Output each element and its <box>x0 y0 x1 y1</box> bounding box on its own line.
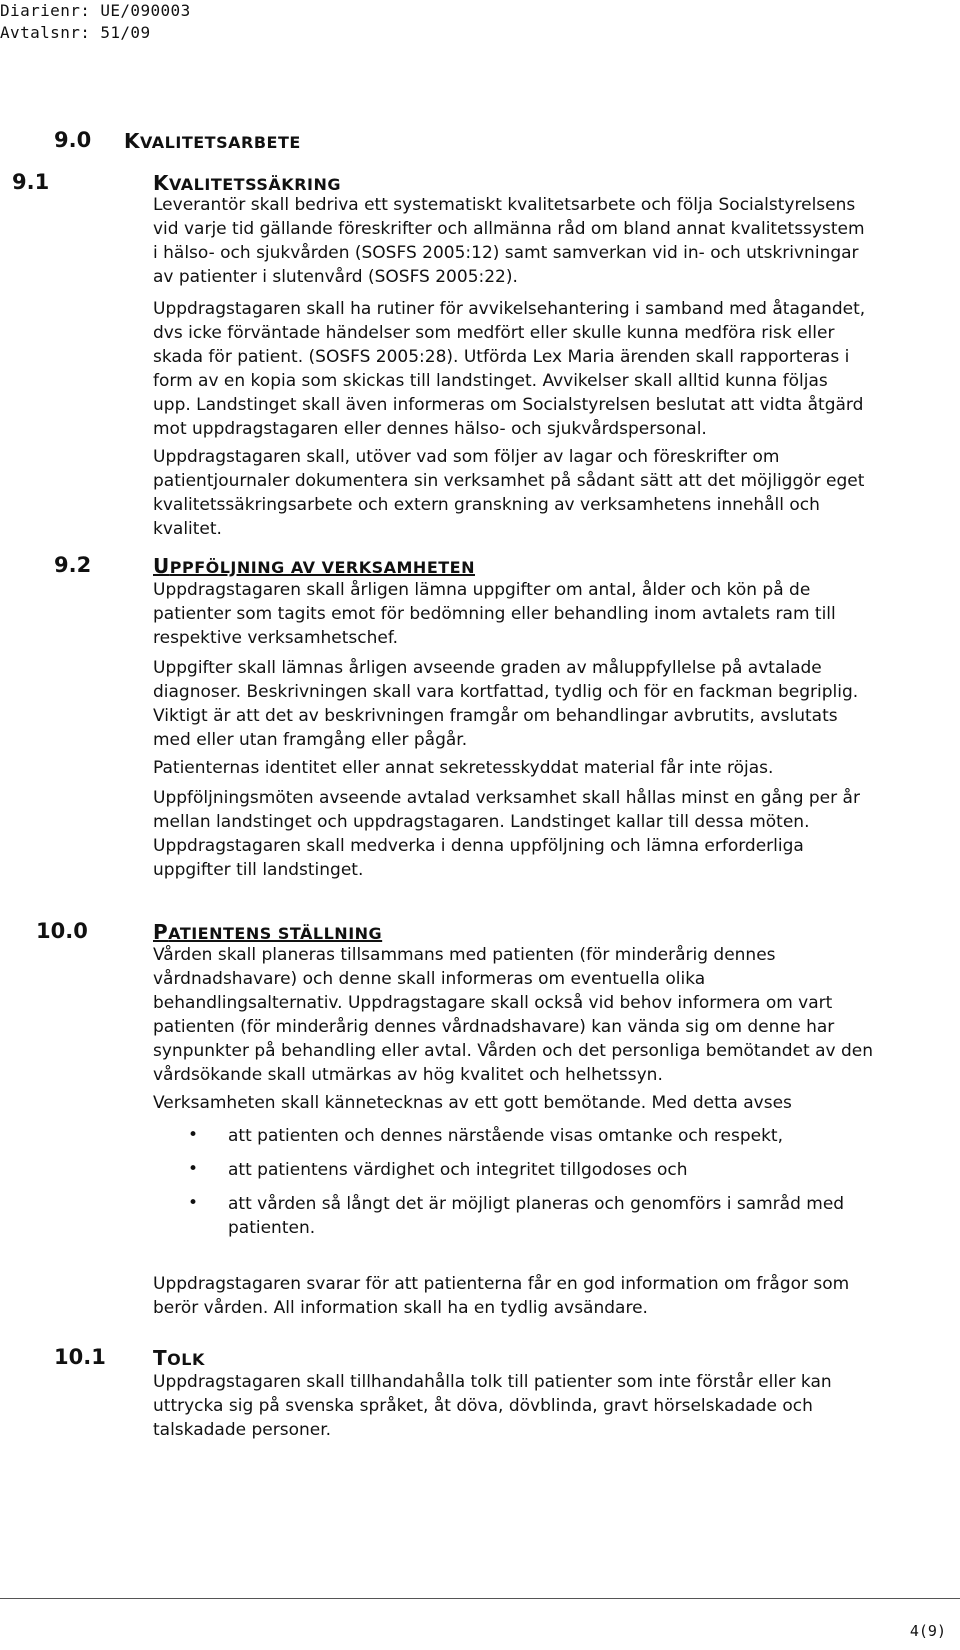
text-line: vårdnadshavare) och denne skall informeras om eventuella olika <box>153 969 706 989</box>
text-line: patienter som tagits emot för bedömning eller behandling inom avtalets ram till <box>153 604 836 624</box>
title-rest: ATIENTENS STÄLLNING <box>168 924 383 943</box>
text-line: patienten (för minderårig dennes vårdnadshavare) kan vända sig om denne har <box>153 1017 835 1037</box>
text-line: Uppföljningsmöten avseende avtalad verksamhet skall hållas minst en gång per år <box>153 788 860 808</box>
paragraph <box>153 578 960 650</box>
text-line: att patientens värdighet och integritet tillgodoses och <box>228 1160 688 1180</box>
list-item <box>228 1192 844 1240</box>
section-9-1-number: 9.1 <box>12 170 50 194</box>
text-line: Uppgifter skall lämnas årligen avseende graden av måluppfyllelse på avtalade <box>153 658 822 678</box>
paragraph <box>153 943 960 1087</box>
title-rest: VALITETSSÄKRING <box>169 175 341 194</box>
title-initial: T <box>153 1346 168 1370</box>
paragraph <box>153 445 960 541</box>
section-9-0-number: 9.0 <box>54 128 92 152</box>
text-line: synpunkter på behandling eller avtal. Vården och det personliga bemötandet av den <box>153 1041 873 1061</box>
text-line: berör vården. All information skall ha en tydlig avsändare. <box>153 1298 648 1318</box>
text-line: uppgifter till landstinget. <box>153 860 364 880</box>
section-10-1-title <box>153 1346 205 1370</box>
text-line: Viktigt är att det av beskrivningen framgår om behandlingar avbrutits, avslutats <box>153 706 838 726</box>
paragraph <box>153 756 960 780</box>
avtalsnr: Avtalsnr: 51/09 <box>0 23 151 42</box>
text-line: talskadade personer. <box>153 1420 332 1440</box>
paragraph <box>153 1272 960 1320</box>
list-item <box>228 1158 687 1182</box>
text-line: Uppdragstagaren skall ha rutiner för avvikelsehantering i samband med åtagandet, <box>153 299 866 319</box>
paragraph <box>153 656 960 752</box>
text-line: Verksamheten skall kännetecknas av ett gott bemötande. Med detta avses <box>153 1093 792 1113</box>
title-rest: VALITETSARBETE <box>140 133 301 152</box>
text-line: i hälso- och sjukvården (SOSFS 2005:12) samt samverkan vid in- och utskrivningar <box>153 243 859 263</box>
text-line: Vården skall planeras tillsammans med patienten (för minderårig dennes <box>153 945 776 965</box>
section-9-0-title <box>124 129 301 153</box>
bullet-icon: • <box>188 1159 199 1179</box>
paragraph <box>153 1091 960 1115</box>
paragraph <box>153 1370 960 1442</box>
bullet-icon: • <box>188 1125 199 1145</box>
text-line: diagnoser. Beskrivningen skall vara kortfattad, tydlig och för en fackman begriplig. <box>153 682 859 702</box>
section-9-2-title <box>153 554 475 578</box>
text-line: Patienternas identitet eller annat sekretesskyddat material får inte röjas. <box>153 758 774 778</box>
text-line: med eller utan framgång eller pågår. <box>153 730 468 750</box>
footer-divider <box>0 1598 960 1599</box>
section-10-1-number: 10.1 <box>54 1345 106 1369</box>
text-line: Leverantör skall bedriva ett systematiskt kvalitetsarbete och följa Socialstyrelsens <box>153 195 856 215</box>
bullet-icon: • <box>188 1193 199 1213</box>
page-number: 4(9) <box>909 1622 946 1640</box>
section-9-2-number: 9.2 <box>54 553 92 577</box>
text-line: Uppdragstagaren svarar för att patienterna får en god information om frågor som <box>153 1274 850 1294</box>
text-line: att patienten och dennes närstående visas omtanke och respekt, <box>228 1126 783 1146</box>
text-line: Uppdragstagaren skall tillhandahålla tolk till patienter som inte förstår eller kan <box>153 1372 832 1392</box>
paragraph <box>153 193 960 289</box>
title-initial: K <box>153 171 169 195</box>
text-line: patientjournaler dokumentera sin verksamhet på sådant sätt att det möjliggör eget <box>153 471 865 491</box>
text-line: form av en kopia som skickas till landstinget. Avvikelser skall alltid kunna följas <box>153 371 828 391</box>
text-line: dvs icke förväntade händelser som medfört eller skulle kunna medföra risk eller <box>153 323 835 343</box>
section-10-0-title <box>153 920 382 944</box>
text-line: upp. Landstinget skall även informeras om Socialstyrelsen beslutat att vidta åtgärd <box>153 395 864 415</box>
text-line: Uppdragstagaren skall årligen lämna uppgifter om antal, ålder och kön på de <box>153 580 811 600</box>
text-line: respektive verksamhetschef. <box>153 628 399 648</box>
document-header <box>0 0 191 44</box>
text-line: av patienter i slutenvård (SOSFS 2005:22). <box>153 267 518 287</box>
text-line: vid varje tid gällande föreskrifter och allmänna råd om bland annat kvalitetssystem <box>153 219 865 239</box>
text-line: mot uppdragstagaren eller dennes hälso- och sjukvårdspersonal. <box>153 419 707 439</box>
title-initial: P <box>153 920 169 944</box>
text-line: skada för patient. (SOSFS 2005:28). Utförda Lex Maria ärenden skall rapporteras i <box>153 347 850 367</box>
title-initial: K <box>124 129 140 153</box>
text-line: att vården så långt det är möjligt planeras och genomförs i samråd med <box>228 1194 845 1214</box>
list-item <box>228 1124 783 1148</box>
text-line: Uppdragstagaren skall, utöver vad som följer av lagar och föreskrifter om <box>153 447 780 467</box>
title-initial: U <box>153 554 170 578</box>
paragraph <box>153 786 960 882</box>
text-line: kvalitetssäkringsarbete och extern granskning av verksamhetens innehåll och <box>153 495 820 515</box>
section-10-0-number: 10.0 <box>36 919 88 943</box>
text-line: vårdsökande skall utmärkas av hög kvalitet och helhetssyn. <box>153 1065 663 1085</box>
title-rest: OLK <box>167 1350 205 1369</box>
text-line: mellan landstinget och uppdragstagaren. Landstinget kallar till dessa möten. <box>153 812 810 832</box>
text-line: patienten. <box>228 1218 316 1238</box>
text-line: kvalitet. <box>153 519 222 539</box>
section-9-1-title <box>153 171 341 195</box>
paragraph <box>153 297 960 441</box>
text-line: behandlingsalternativ. Uppdragstagare skall också vid behov informera om vart <box>153 993 833 1013</box>
text-line: uttrycka sig på svenska språket, åt döva, dövblinda, gravt hörselskadade och <box>153 1396 813 1416</box>
diarienr: Diarienr: UE/090003 <box>0 1 191 20</box>
text-line: Uppdragstagaren skall medverka i denna uppföljning och lämna erforderliga <box>153 836 804 856</box>
title-rest: PPFÖLJNING AV VERKSAMHETEN <box>169 558 475 577</box>
